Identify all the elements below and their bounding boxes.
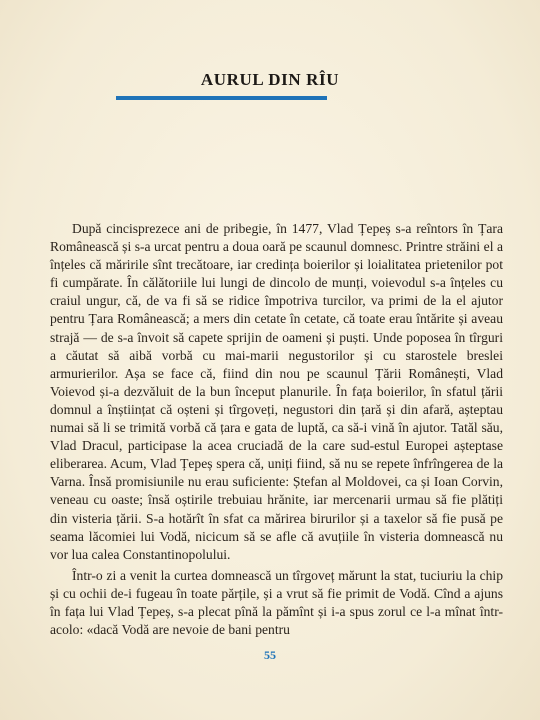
paragraph: Într-o zi a venit la curtea domnească un tîrgoveț mărunt la stat, tuciuriu la chip și cu ochii de-i fugeau în toate părțile, și a vrut să fie primit de Vodă. Cînd a ajuns în fața lui Vlad Țepeș, s-a plecat pînă la pămînt și i-a spus zorul ce l-a mînat într-acolo: «dacă Vodă are nevoie de bani pentru	[50, 567, 503, 638]
chapter-title: AURUL DIN RÎU	[200, 70, 340, 89]
title-underline-rule	[116, 96, 327, 100]
body-text	[50, 220, 503, 639]
paragraph: După cincisprezece ani de pribegie, în 1477, Vlad Țepeș s-a reîntors în Țara Românească și s-a urcat pentru a doua oară pe scaunul domnesc. Printre străini el a înțeles că măririle sînt trecătoare, iar credința boierilor și loialitatea prietenilor pot fi cumpărate. În călătoriile lui lungi de dincolo de munți, voievodul s-a înțeles cu craiul ungur, că, de va fi să se ridice împotriva turcilor, va primi de la el ajutor pentru Țara Românească; a mers din cetate în cetate, că toate erau întărite și aveau strajă — de s-a învoit să capete sprijin de oameni și puști. Unde poposea în tîrguri a căutat să aibă vorbă cu mai-marii negustorilor și cu starostele breslei armurierilor. Așa se face că, fiind din nou pe scaunul Țării Românești, Vlad Voievod și-a dezvăluit de la bun început planurile. În fața boierilor, în sfatul țării domnul a înștiințat că oșteni și tîrgoveți, negustori din țară și din afară, așteptau numai să li se trimită vorbă că țara e gata de luptă, ca să-i vină în ajutor. Tatăl său, Vlad Dracul, participase la acea cruciadă de la care sud-estul Europei așteptase eliberarea. Acum, Vlad Țepeș spera că, uniți fiind, să nu se repete înfrîngerea de la Varna. Însă promisiunile nu erau suficiente: Ștefan al Moldovei, ca și Ioan Corvin, veneau cu oaste; însă oștirile trebuiau hrănite, iar mercenarii urmau să fie plătiți din visteria țării. S-a hotărît în sfat ca mărirea birurilor și a taxelor să fie pusă pe seama lăcomiei lui Vodă, nicicum să se afle că avuțiile în visteria domnească nu vor lua calea Constantinopolului.	[50, 221, 503, 562]
page-number: 55	[264, 648, 276, 662]
